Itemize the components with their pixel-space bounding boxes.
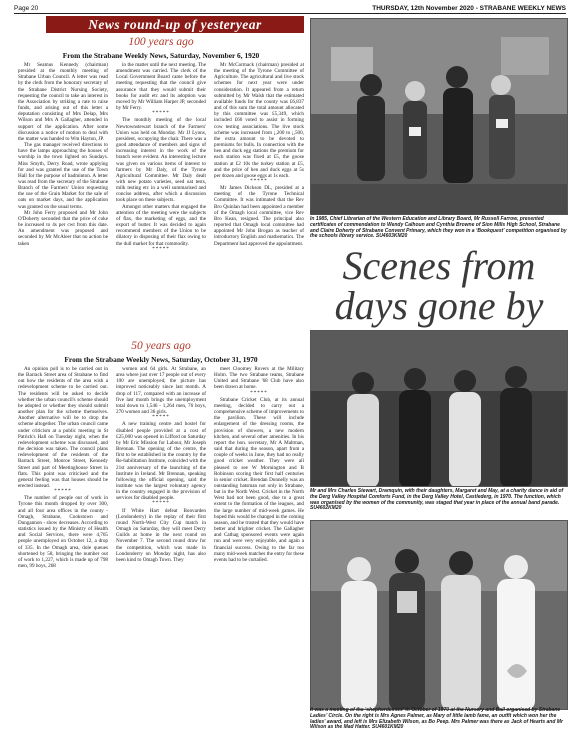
masthead-date-line: THURSDAY, 12th November 2020 - STRABANE WEEKLY NEWS bbox=[372, 5, 566, 12]
photo-shepherdesses bbox=[310, 520, 568, 710]
section-title-50-years: 50 years ago bbox=[131, 340, 191, 352]
article-paragraph: Mr James Dickson DL, presided at a meeting of the Tyrone Technical Committee. It was intimated that the Rev Bro Quinlan had been appointed a member of the Omagh local committee, vice Rev Bro Kean, resigned. The principal also reported that Omagh local committee had appointed Mr John Brogan as teacher of introductory English and mathematics. The Department had approved the appointment. bbox=[214, 185, 304, 247]
photo-stewart-family bbox=[310, 330, 568, 487]
article-paragraph: A new training centre and hostel for disabled people provided at a cost of £25,000 was opened in Lifford on Saturday by Mr Eric Mission for Labour, Mr Joseph Brennan. The opening of the centre, the first to be established in the country by the Re-habilitation Institute, coincided with the 21st anniversary of the launching of the Institute in Ireland. Mr Brennan, speaking following the official opening, said the institute was the largest voluntary agency in the country engaged in the provision of services for disabled people. bbox=[116, 421, 206, 502]
caption-photo-shepherdesses: It was a meeting of the ‘shepherdesses’ in October of 1970 at the Nursery and Ball organised by Strabane Ladies’ Circle. On the right is Mrs Agnes Palmer, as Mary of little lamb fame, an outfit which won her the ladies’ award, and left is Mrs Elizabeth Wilson, as Bo Peep. Mrs Palmer was there as Jack of Hearts and Mr Wilson as the Mad Hatter. SU4601KM20 bbox=[310, 707, 563, 731]
article-paragraph: Strabane Cricket Club, at its annual meeting, decided to carry out a comprehensive scheme of improvements to the pavilion. These will include enlargement of the dressing rooms, the provision of showers, a new modern kitchen, and several other amenities. In his report the hon. secretary, Mr A Maltman, said that during the season, apart from a couple of weeks in June, they had no really good cricket weather. They were all pleased to see W Mornington and B Robinson scoring their first half centuries in senior cricket. Brendan Donnelly was an outstanding batsman not only in Strabane, but in the North West. Cricket in the North West had not been good, due to a great extent to the formation of the leagues, and the large number of mid-week games. He hoped this would be changed in the coming season, and he trusted that they would have better and brighter cricket. The Gallagher and Cathag sponsored events were again run and were very enjoyable, and again a financial success. Owing to the far too many mid-week matches the entry for these events had to be curtailed. bbox=[214, 396, 304, 563]
article-column-1920-2 bbox=[116, 62, 206, 334]
section-divider-stars: ***** bbox=[54, 489, 72, 495]
article-paragraph: women and 64 girls. At Strabane, an area where just over 17 people out of every 100 are unemployed, the picture has improved noticeably since last month. A drop of 117, compared with an increase of five last month brings the unemployment total down to 1,546 - 1,264 men, 76 boys, 270 women and 36 girls. bbox=[116, 366, 206, 416]
article-column-1970-3 bbox=[214, 366, 304, 731]
article-paragraph: Amongst other matters that engaged the attention of the meeting were the subjects of flax, the marketing of eggs, and the export of butter. It was decided to again recommend members of the Union to be dilatory in disposing of their flax owing to the dull market for that commodity. bbox=[116, 203, 206, 247]
page-header bbox=[14, 3, 566, 14]
caption-photo-stewart: Mr and Mrs Charles Stewart, Dramquin, with their daughters, Margaret and May, at a charity dance in aid of the Derg Valley Hospital Comforts Fund, in the Derg Valley Hotel, Castlederg, in 1970. The function, which was organised by the women of the community, was staged that year in place of the annual band parade. SU4602KM20 bbox=[310, 488, 564, 512]
section-divider-stars: ***** bbox=[152, 111, 170, 117]
article-paragraph: The number of people out of work in Tyrone this month dropped by over 300, and all four area offices in the county - Omagh, Strabane, Cookstown and Dungannon - show decreases. According to statistics issued by the Ministry of Health and Social Services, there were 4,765 people unemployed on October 12, a drop of 335. In the Omagh area, dole queues shortened by 58, bringing the number out of work to 1,227, which is made up of 798 men, 99 boys, 268 bbox=[18, 495, 108, 569]
article-paragraph: The gas manager received directions to have the lamps approaching the houses of worship in the town lighted on Sundays. Miss Smyth, Derry Road, wrote applying for and was granted the use of the Town Hall for the purpose of badminton. A letter was read from the secretary of the Strabane Branch of the Farmers' Union requesting the use of the Grain Market for the sale of oats on market days, and the application was granted on the usual terms. bbox=[18, 142, 108, 210]
section-divider-stars: ***** bbox=[152, 246, 170, 252]
page-number: Page 20 bbox=[14, 5, 39, 12]
subhead-1920: From the Strabane Weekly News, Saturday, November 6, 1920 bbox=[62, 51, 260, 60]
section-divider-stars: ***** bbox=[152, 415, 170, 421]
photo-shepherdesses-image bbox=[311, 521, 568, 710]
subhead-1970: From the Strabane Weekly News, Saturday, October 31, 1970 bbox=[64, 355, 258, 364]
section-divider-stars: ***** bbox=[250, 178, 268, 184]
article-paragraph: The monthly meeting of the local Newtownstewart branch of the Farmers' Union was held on Monday. Mr JJ Lyons, president, occupying the chair. There was a good attendance of members and signs of increasing interest in the work of the branch were evident. An interesting lecture was given on various items of interest to farmers by Mr Daly, of the Tyrone Agricultural Committee. Mr Daly dealt with new potato varieties, seed oat tests, milk testing etc in a well summarised and concise address, after which a discussion took place on these subjects. bbox=[116, 117, 206, 204]
article-paragraph: in the matter until the next meeting. The amendment was carried. The clerk of the Local Government Board came before the meeting requesting that the council give assurance that they would submit their books for audit etc and its adoption was moved by Mr William Harper JP, seconded by Mr Ferry. bbox=[116, 62, 206, 112]
article-column-1970-2 bbox=[116, 366, 206, 731]
caption-photo-librarian: In 1985, Chief Librarian of the Western Education and Library Board, Mr Russell Farrow, presented certificates of commendation to Wendy Calhoun and Cynthia Browne of Sion Mills High School, Strabane and Claire Doherty of Strabane Convent Primary, which they won in a ‘Bookquest’ competition organised by the schools library service. SU4603KM20 bbox=[310, 216, 567, 240]
article-column-1920-3 bbox=[214, 62, 304, 334]
photo-librarian-presentation bbox=[310, 18, 568, 215]
article-column-1920-1 bbox=[18, 62, 108, 334]
scenes-from-days-gone-by-title: Scenes from days gone by bbox=[334, 243, 544, 328]
section-title-100-years: 100 years ago bbox=[128, 36, 194, 48]
section-divider-stars: ***** bbox=[250, 390, 268, 396]
article-paragraph: Mr Seamus Kennedy (chairman) presided at the monthly meeting of Strabane Urban Council. A letter was read by the clerk from the honorary secretary of the Strabane District Nursing Society, requesting the council to take an interest in the Association by striking a rate to raise funds, and arising out of this letter a deputation consisting of Mrs Delap, Mrs Wilson and Mrs A Gallagher, attended in support of the application. After some discussion a notice of motion to deal with the matter was handed to Wm Hayton, JP. bbox=[18, 62, 108, 142]
news-roundup-banner: News round-up of yesteryear bbox=[46, 16, 304, 33]
photo-stewart-family-image bbox=[311, 331, 568, 487]
photo-librarian-presentation-image bbox=[311, 19, 568, 215]
article-paragraph: Mr John Ferry proposed and Mr John O'Doherty seconded that the price of coke be increased to 4s per cwt from this date. An amendment was proposed and seconded by Mr McAleer that no action be taken bbox=[18, 209, 108, 247]
article-paragraph: meet Cloomey Rovers at the Military Holm. The two Strabane teams, Strabane United and Strabane '68 Club have also been drawn at home. bbox=[214, 366, 304, 391]
article-paragraph: An opinion poll is to be carried out in the Barrack Street area of Strabane to find out how the residents of the area wish a redevelopment scheme to be carried out. The residents will be asked to decide whether the urban council's scheme should be adopted or whether they should submit another plan for the scheme themselves. Another alternative will be to drop the scheme altogether. The urban council came under criticism at a public meeting in St Patrick's Hall on Tuesday night, when the redevelopment scheme was discussed, and the decision was taken. The council plans redevelopment of the residents of the Barrack Street, Monroe Street, Kennedy Street and part of Meetinghouse Street in flats. This point was criticised and the general feeling was that houses should be erected instead. bbox=[18, 366, 108, 489]
article-paragraph: If White Hart defeat Bonvarden (Londonderry) in the replay of their first round North-West City Cup match in Omagh on Saturday, they will meet Derry Guilds at home in the next round on November 7. The second round draw for the competition, which was made in Londonderry on Monday night, has also been kind to Omagh Town. They bbox=[116, 507, 206, 563]
section-divider-stars: ***** bbox=[152, 501, 170, 507]
article-paragraph: Mr McCormack (chairman) presided at the meeting of the Tyrone Committee of Agriculture. The agricultural and live stock schemes for next year were under consideration. It appeared from a return submitted by Mr Walsh that the estimated available funds for the county was £6,837 and of this sum the total amount allocated by this committee was £5,349, which included £60 voted to assist in forming cow testing associations. The live stock scheme was increased from ¡,200 to ¡,500, the extra amount to be devoted to premiums for bulls. In connection with the hen and duck egg stations the premium for each station was fixed at £5, the goose station at £2 10s the turkey station at £5, and the price of hen and duck eggs at 5s per dozen and goose eggs at 1s each. bbox=[214, 62, 304, 179]
article-column-1970-1 bbox=[18, 366, 108, 731]
